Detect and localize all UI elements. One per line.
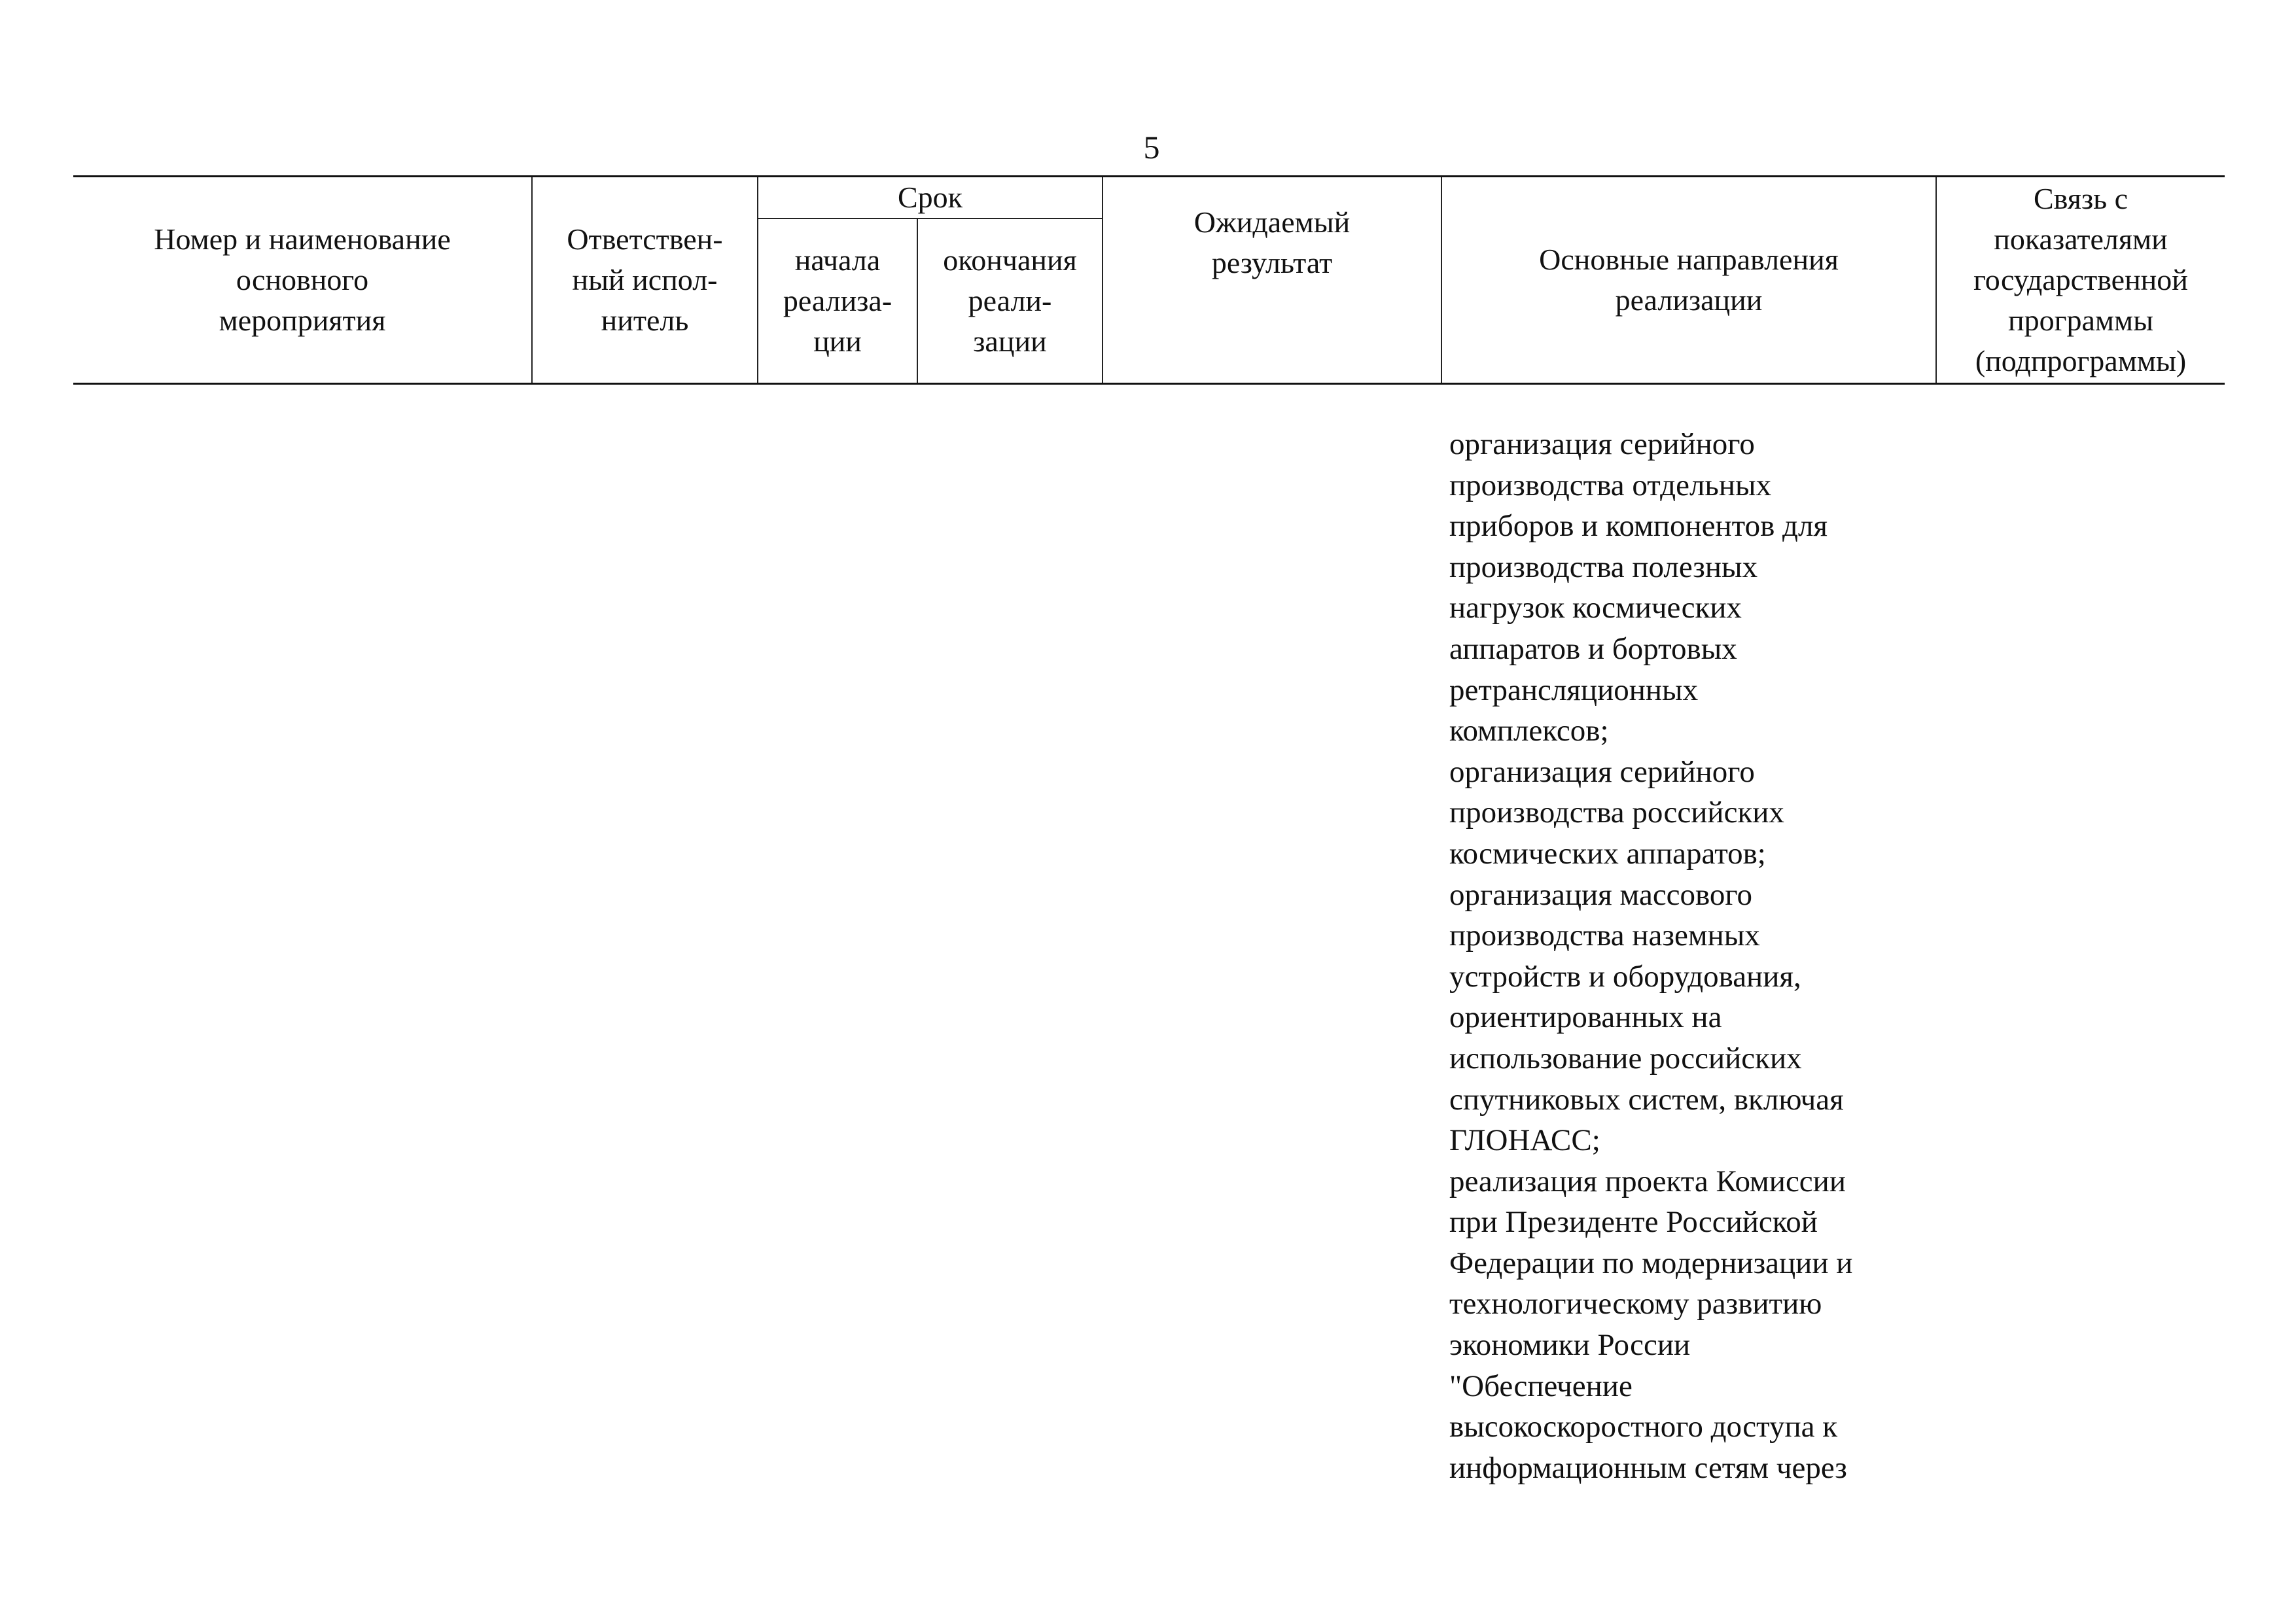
header-term: Срок [897,181,963,214]
header-link: Связь с показателями государственной программы (подпрограммы) [1973,182,2188,377]
header-term-end: окончания реали- зации [943,243,1077,358]
page-number: 5 [1143,129,1160,166]
header-term-start: начала реализа- ции [783,243,892,358]
table-header [73,175,2225,385]
directions-cell-text: организация серийного производства отдельных приборов и компонентов для производства полезных нагрузок космических аппаратов и бортовых ретрансляционных комплексов; организация серийного производства российских космических аппаратов; организация массового производства наземных устройств и оборудования, ориентированных на использование российских спутниковых систем, включая ГЛОНАСС; реализация проекта Комиссии при Президенте Российской Федерации по модернизации и технологическому развитию экономики России "Обеспечение высокоскоростного доступа к информационным сетям через [1449,427,1853,1485]
header-executor: Ответствен- ный испол- нитель [567,222,723,337]
header-measure: Номер и наименование основного мероприятия [154,222,451,337]
header-directions: Основные направления реализации [1539,243,1839,317]
header-result: Ожидаемый результат [1193,205,1351,279]
